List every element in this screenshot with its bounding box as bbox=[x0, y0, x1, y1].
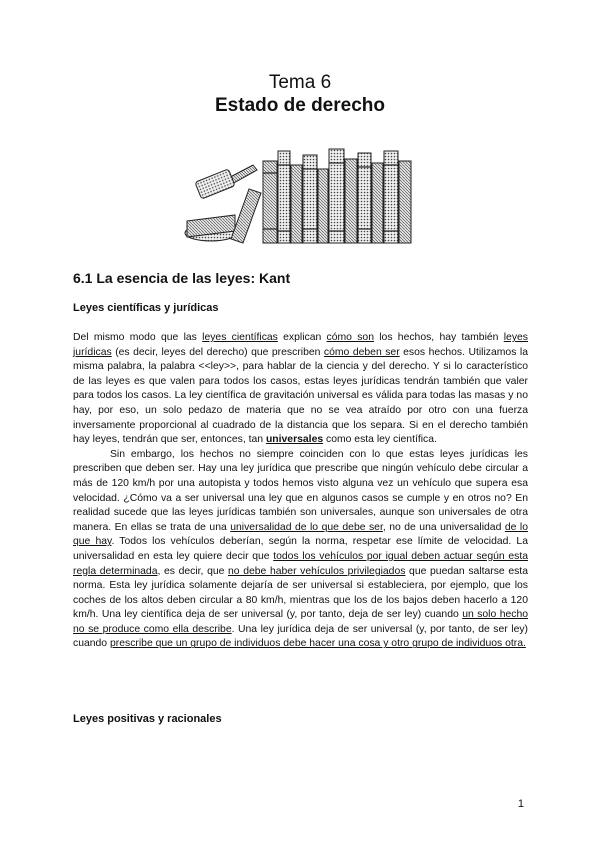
paragraph-1: Del mismo modo que las leyes científicas explican cómo son los hechos, hay también leyes jurídicas (es decir, leyes del derecho) que prescriben cómo deben ser esos hechos. Utilizamos la misma palabra, la palabra <<ley>>, para hablar de la ciencia y del derecho. Y si lo característico de las leyes es que valen para todos los casos, estas leyes jurídicas tendrán también que valer para todos los casos. La ley científica de gravitación universal es válida para todas las masas y no hay, por eso, un solo pedazo de materia que no se vea atraído por otro con una fuerza inversamente proporcional al cuadrado de la distancia que los separa. Si en el derecho también hay leyes, tendrán que ser, entonces, tan universales como esta ley científica. bbox=[73, 332, 528, 446]
chapter-label: Tema 6 bbox=[268, 72, 332, 93]
paragraph-2: Sin embargo, los hechos no siempre coinciden con lo que estas leyes jurídicas les prescriben que deben ser. Hay una ley jurídica que prescribe que ningún vehículo debe circular a más de 120 km/h por una autopista y todos hemos visto alguna vez un vehículo que supera esa velocidad. ¿Cómo va a ser universal una ley que en algunos casos se cumple y en otros no? En realidad sucede que las leyes jurídicas también son universales, aunque son universales de otra manera. En ellas se trata de una universalidad de lo que debe ser, no de una universalidad de lo que hay. Todos los vehículos deberían, según la norma, respetar ese límite de velocidad. La universalidad en esta ley quiere decir que todos los vehículos por igual deben actuar según esta regla determinada, es decir, que no debe haber vehículos privilegiados que puedan saltarse esta norma. Esta ley jurídica solamente dejaría de ser universal si estableciera, por ejemplo, que los coches de los altos deben circular a 80 km/h, mientras que los de los bajos deben hacerlo a 120 km/h. Una ley científica deja de ser universal (y, por tanto, deja de ser ley) cuando un solo hecho no se produce como ella describe. Una ley jurídica deja de ser universal (y, por tanto, de ser ley) cuando prescribe que un grupo de individuos debe hacer una cosa y otro grupo de individuos otra. bbox=[73, 448, 529, 650]
page-title: Estado de derecho bbox=[215, 95, 385, 116]
subheading-positive-laws: Leyes positivas y racionales bbox=[73, 713, 222, 725]
gavel-and-books-icon bbox=[183, 143, 423, 248]
subheading-laws: Leyes científicas y jurídicas bbox=[73, 302, 219, 314]
section-heading: 6.1 La esencia de las leyes: Kant bbox=[73, 270, 291, 286]
body-text bbox=[73, 331, 528, 652]
page-number: 1 bbox=[517, 798, 524, 810]
